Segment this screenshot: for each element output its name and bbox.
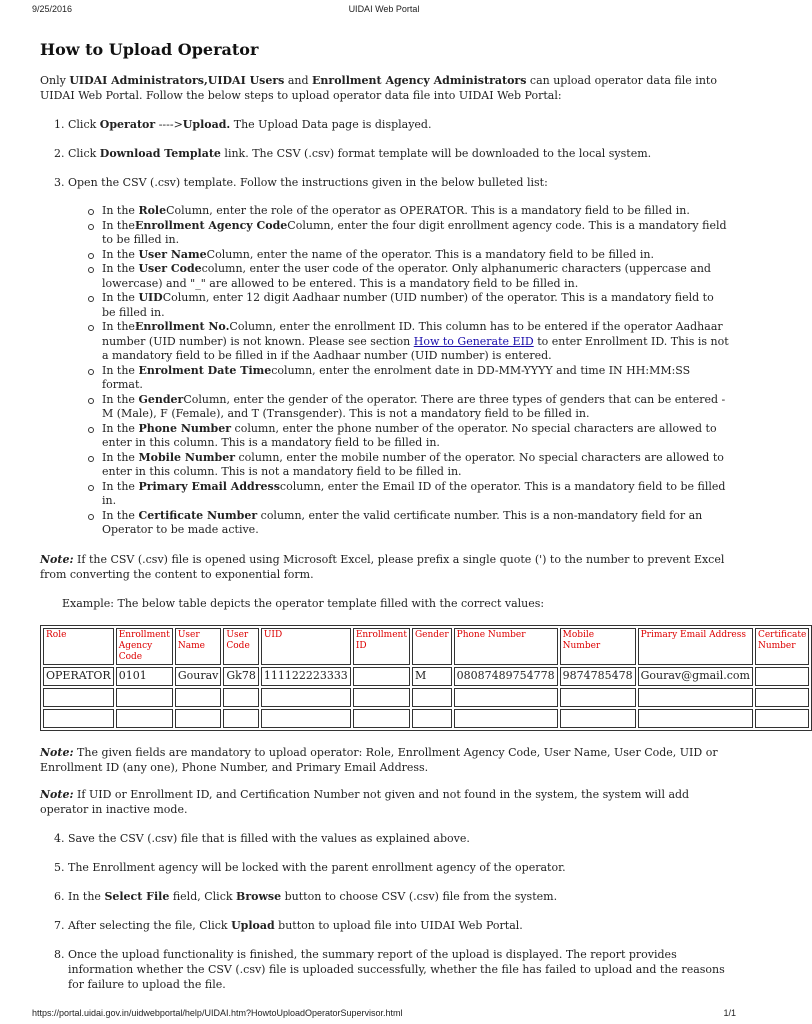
bullet-user-code: In the User Codecolumn, enter the user code of the operator. Only alphanumeric characters (uppercase and lowercase) and "_" are allowed to be entered. This is a mandatory field to be filled in. bbox=[88, 262, 730, 291]
steps-list bbox=[40, 117, 730, 538]
page-title: How to Upload Operator bbox=[40, 40, 259, 59]
col-agency-code: Enrollment Agency Code bbox=[116, 628, 173, 665]
print-header bbox=[32, 4, 736, 18]
table-row: OPERATOR 0101 Gourav Gk78 111122223333 M 08087489754778 9874785478 Gourav@gmail.com bbox=[43, 667, 809, 686]
step-7: 7. After selecting the file, Click Upload button to upload file into UIDAI Web Portal. bbox=[68, 918, 730, 933]
bullet-enrolment-date: In the Enrolment Date Timecolumn, enter the enrolment date in DD-MM-YYYY and time IN HH:MM:SS format. bbox=[88, 364, 730, 393]
step-1: 1. Click Operator ---->Upload. The Upload Data page is displayed. bbox=[68, 117, 730, 132]
step-8: 8. Once the upload functionality is finished, the summary report of the upload is displayed. The report provides information whether the CSV (.csv) file is uploaded successfully, whether the file has failed to upload and the reasons for failure to upload the file. bbox=[68, 947, 730, 992]
bullet-enrollment-no: In theEnrollment No.Column, enter the enrollment ID. This column has to be entered if the operator Aadhaar number (UID number) is not known. Please see section How to Generate EID to enter Enrollment ID. This is not a mandatory field to be filled in if the Aadhaar number (UID number) is entered. bbox=[88, 320, 730, 364]
bullet-gender: In the GenderColumn, enter the gender of the operator. There are three types of genders that can be entered - M (Male), F (Female), and T (Transgender). This is not a mandatory field to be filled in. bbox=[88, 393, 730, 422]
print-title: UIDAI Web Portal bbox=[348, 4, 420, 14]
print-url: https://portal.uidai.gov.in/uidwebportal/help/UIDAI.htm?HowtoUploadOperatorSupervisor.html bbox=[32, 1008, 403, 1018]
col-mobile: Mobile Number bbox=[560, 628, 636, 665]
step-4: 4. Save the CSV (.csv) file that is filled with the values as explained above. bbox=[68, 831, 730, 846]
print-date: 9/25/2016 bbox=[32, 4, 73, 14]
step-2: 2. Click Download Template link. The CSV (.csv) format template will be downloaded to the local system. bbox=[68, 146, 730, 161]
print-page-number: 1/1 bbox=[723, 1008, 736, 1018]
intro-paragraph: Only UIDAI Administrators,UIDAI Users and Enrollment Agency Administrators can upload operator data file into UIDAI Web Portal. Follow the below steps to upload operator data file into UIDAI Web Portal: bbox=[40, 74, 717, 102]
generate-eid-link[interactable]: How to Generate EID bbox=[413, 334, 534, 348]
step-5: 5. The Enrollment agency will be locked with the parent enrollment agency of the operator. bbox=[68, 860, 730, 875]
col-email: Primary Email Address bbox=[638, 628, 753, 665]
bullet-email: In the Primary Email Addresscolumn, enter the Email ID of the operator. This is a mandatory field to be filled in. bbox=[88, 480, 730, 509]
col-certificate: Certificate Number bbox=[755, 628, 809, 665]
step-6: 6. In the Select File field, Click Browse button to choose CSV (.csv) file from the system. bbox=[68, 889, 730, 904]
steps-list-continued bbox=[40, 831, 730, 992]
bullet-phone: In the Phone Number column, enter the phone number of the operator. No special characters are allowed to enter in this column. This is a mandatory field to be filled in. bbox=[88, 422, 730, 451]
instructions-bullet-list bbox=[68, 204, 730, 538]
table-row bbox=[43, 688, 809, 707]
col-phone: Phone Number bbox=[454, 628, 558, 665]
table-row bbox=[43, 709, 809, 728]
example-caption: Example: The below table depicts the operator template filled with the correct values: bbox=[62, 596, 545, 610]
note-excel: Note: If the CSV (.csv) file is opened using Microsoft Excel, please prefix a single quote (') to the number to prevent Excel from converting the content to exponential form. bbox=[40, 552, 725, 581]
bullet-role: In the RoleColumn, enter the role of the operator as OPERATOR. This is a mandatory field to be filled in. bbox=[88, 204, 730, 219]
step-3: 3. Open the CSV (.csv) template. Follow the instructions given in the below bulleted list: In the RoleColumn, enter the role of the operator as OPERATOR. This is a mandatory field to be filled in. In theEnrollment Agency CodeColumn, enter the four digit enrollment agency code. This is a mandatory field to be filled in. In the User NameColumn, enter the name of the operator. This is a mandatory field to be filled in. In the User Codecolumn, enter the user code of the operator. Only alphanumeric characters (uppercase and lowercase) and "_" are allowed to be entered. This is a mandatory field to be filled in. In the UIDColumn, enter 12 digit Aadhaar number (UID number) of the operator. This is a mandatory field to be filled in. In theEnrollment No.Column, enter the enrollment ID. This column has to be entered if the operator Aadhaar number (UID number) is not known. Please see section How to Generate EID to enter Enrollment ID. This is not a mandatory field to be filled in if the Aadhaar number (UID number) is entered. In the Enrolment Date Timecolumn, enter the enrolment date in DD-MM-YYYY and time IN HH:MM:SS format. In the GenderColumn, enter the gender of the operator. There are three types of genders that can be entered - M (Male), F (Female), and T (Transgender). This is not a mandatory field to be filled in. In the Phone Number column, enter the phone number of the operator. No special characters are allowed to enter in this column. This is a mandatory field to be filled in. In the Mobile Number column, enter the mobile number of the operator. No special characters are allowed to enter in this column. This is not a mandatory field to be filled in. In the Primary Email Addresscolumn, enter the Email ID of the operator. This is a mandatory field to be filled in. In the Certificate Number column, enter the valid certificate number. This is a non-mandatory field for an Operator to be made active. bbox=[68, 175, 730, 538]
col-user-code: User Code bbox=[223, 628, 258, 665]
help-content bbox=[40, 40, 807, 1006]
bullet-certificate: In the Certificate Number column, enter the valid certificate number. This is a non-mandatory field for an Operator to be made active. bbox=[88, 509, 730, 538]
note-mandatory-fields: Note: The given fields are mandatory to upload operator: Role, Enrollment Agency Code, User Name, User Code, UID or Enrollment ID (any one), Phone Number, and Primary Email Address. bbox=[40, 745, 718, 774]
operator-template-table bbox=[40, 625, 812, 731]
col-role: Role bbox=[43, 628, 114, 665]
print-footer bbox=[32, 1008, 736, 1022]
bullet-agency-code: In theEnrollment Agency CodeColumn, enter the four digit enrollment agency code. This is a mandatory field to be filled in. bbox=[88, 219, 730, 248]
col-enrollment-id: Enrollment ID bbox=[353, 628, 410, 665]
bullet-mobile: In the Mobile Number column, enter the mobile number of the operator. No special characters are allowed to enter in this column. This is not a mandatory field to be filled in. bbox=[88, 451, 730, 480]
bullet-user-name: In the User NameColumn, enter the name of the operator. This is a mandatory field to be filled in. bbox=[88, 248, 730, 263]
note-inactive-mode: Note: If UID or Enrollment ID, and Certification Number not given and not found in the system, the system will add operator in inactive mode. bbox=[40, 787, 690, 816]
bullet-uid: In the UIDColumn, enter 12 digit Aadhaar number (UID number) of the operator. This is a mandatory field to be filled in. bbox=[88, 291, 730, 320]
col-user-name: User Name bbox=[175, 628, 222, 665]
col-uid: UID bbox=[261, 628, 351, 665]
table-header-row bbox=[43, 628, 809, 665]
col-gender: Gender bbox=[412, 628, 452, 665]
